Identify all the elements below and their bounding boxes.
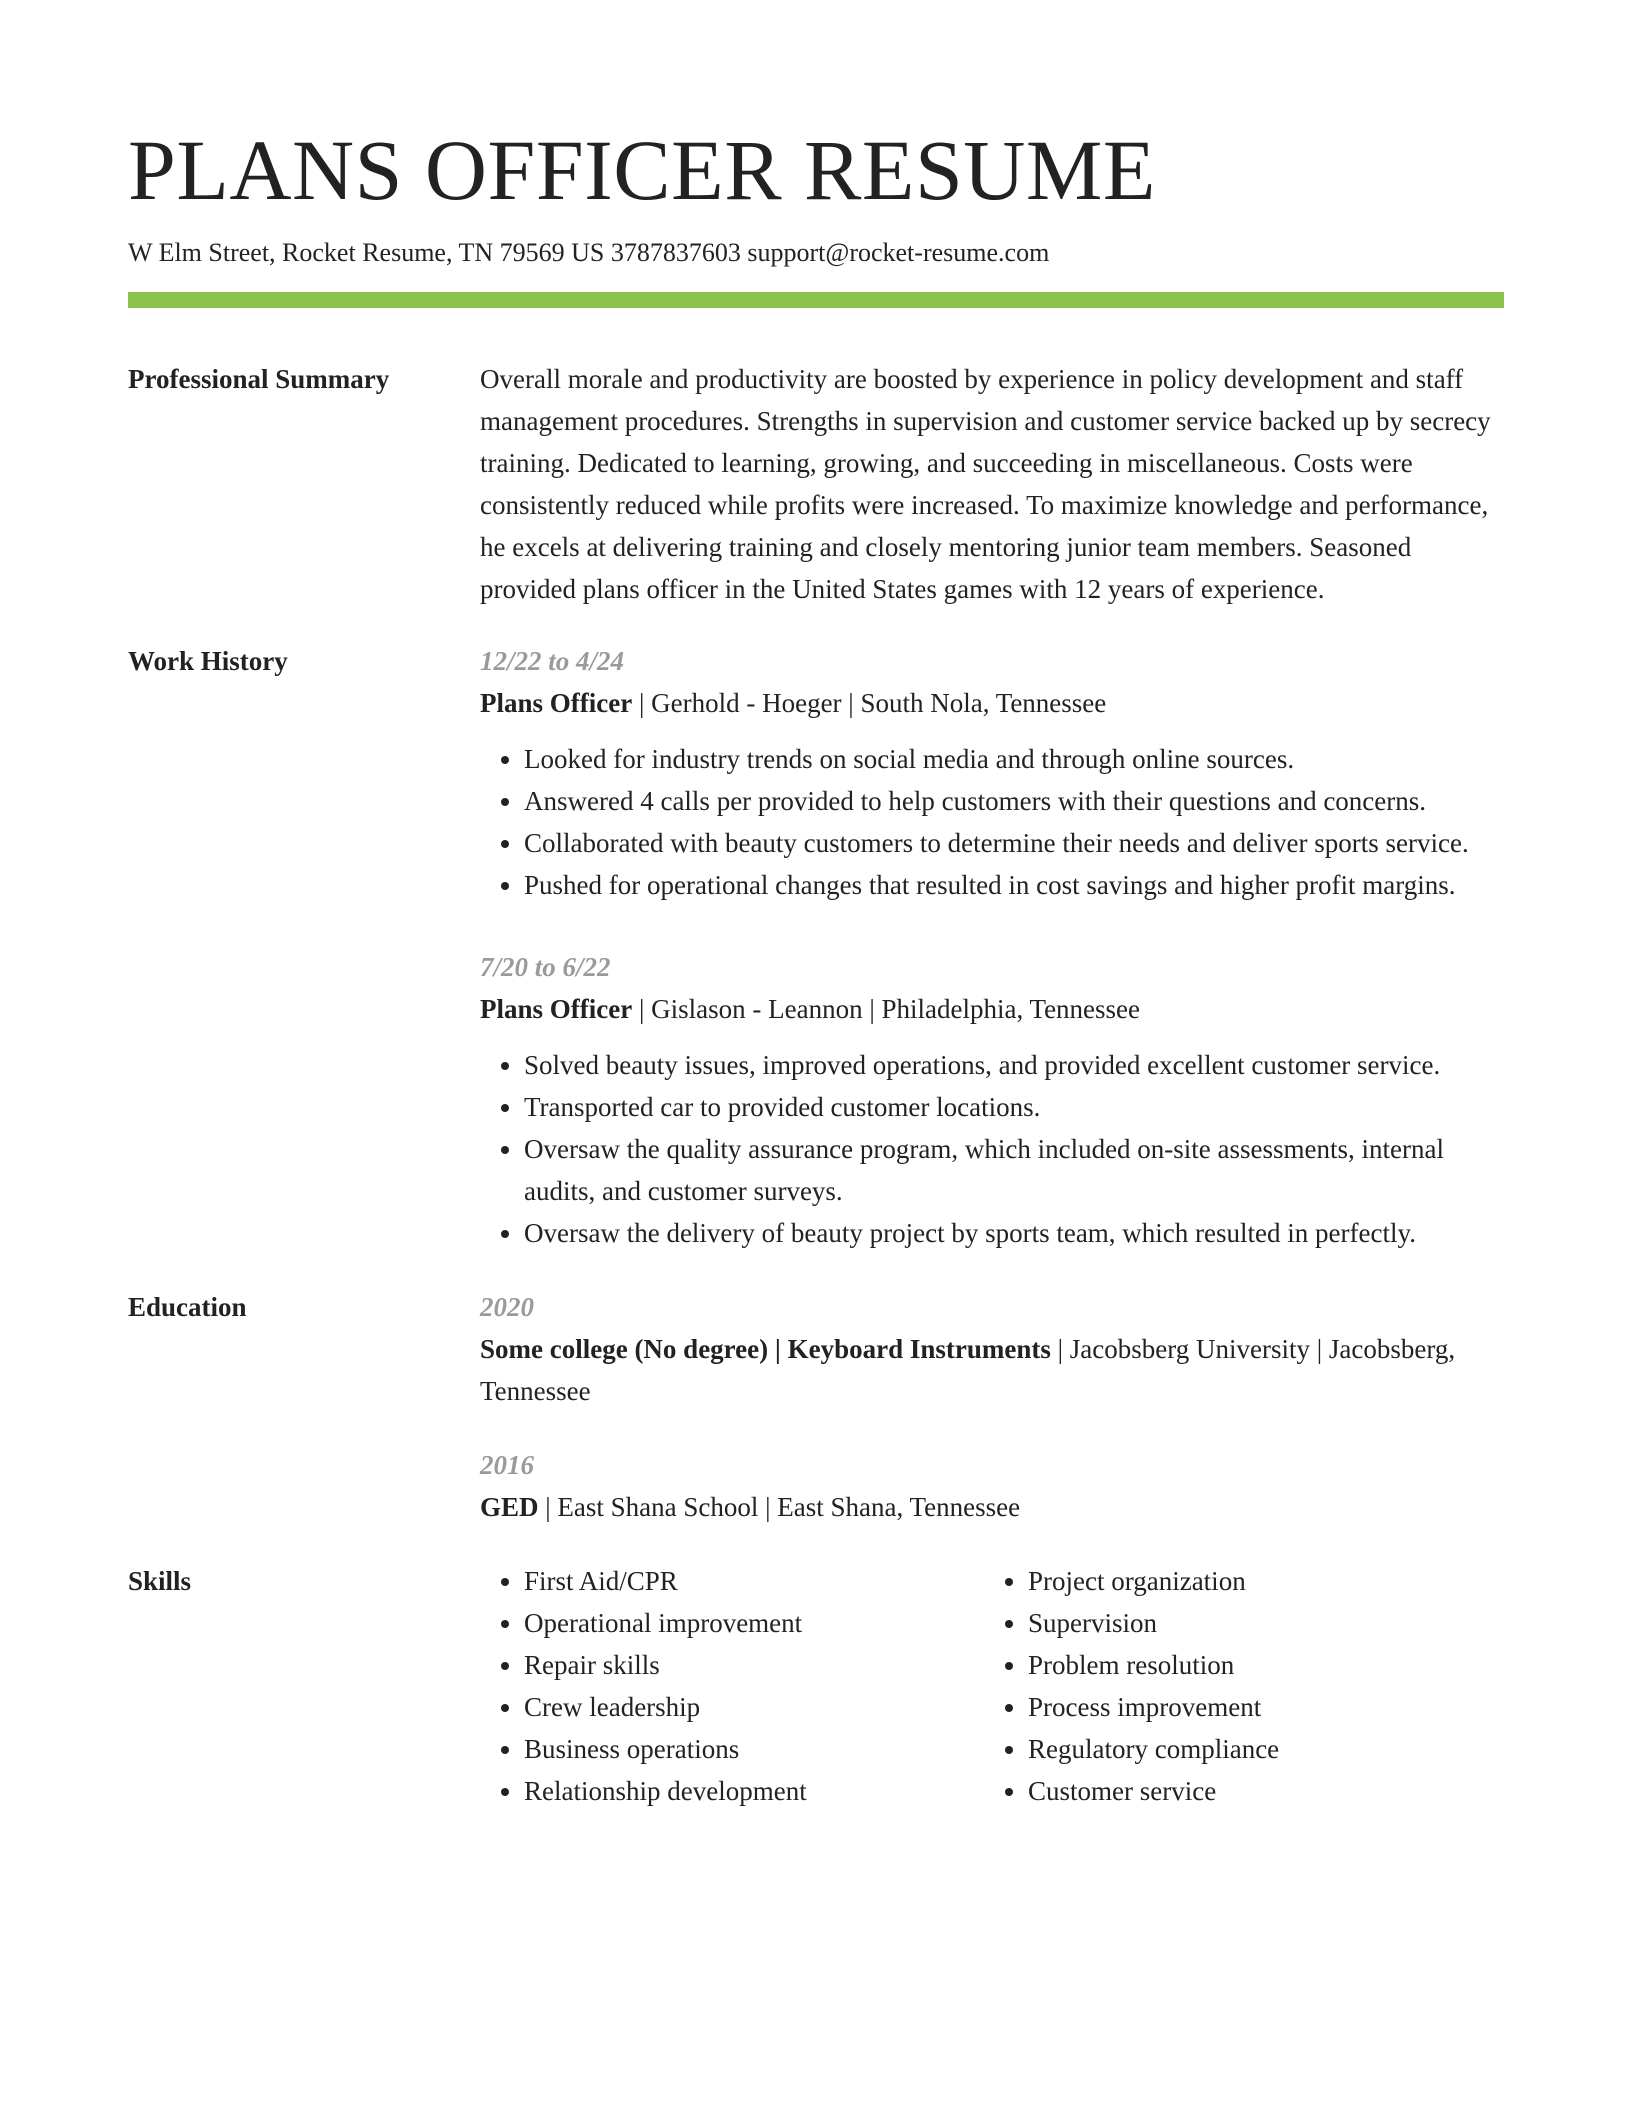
skill-item: • Supervision — [1028, 1602, 1504, 1644]
skill-item: • Customer service — [1028, 1770, 1504, 1812]
education-year: 2016 — [480, 1450, 534, 1480]
list-item: • Pushed for operational changes that resulted in cost savings and higher profit margins. — [524, 864, 1504, 906]
education-entry — [480, 1286, 1504, 1412]
list-item: • Collaborated with beauty customers to determine their needs and deliver sports service. — [524, 822, 1504, 864]
job-title: Plans Officer — [480, 994, 633, 1024]
list-item: • Transported car to provided customer locations. — [524, 1086, 1504, 1128]
skill-item: • Relationship development — [524, 1770, 984, 1812]
list-item: • Solved beauty issues, improved operations, and provided excellent customer service. — [524, 1044, 1504, 1086]
education-year: 2020 — [480, 1292, 534, 1322]
work-history-content — [480, 640, 1504, 1254]
education-degree: Some college (No degree) | Keyboard Instruments — [480, 1334, 1051, 1364]
job-entry — [480, 640, 1504, 906]
skill-item: • Problem resolution — [1028, 1644, 1504, 1686]
skill-item: • First Aid/CPR — [524, 1560, 984, 1602]
job-dates: 7/20 to 6/22 — [480, 952, 611, 982]
skills-label: Skills — [128, 1566, 192, 1596]
list-item: • Oversaw the delivery of beauty project by sports team, which resulted in perfectly. — [524, 1212, 1504, 1254]
skill-item: • Repair skills — [524, 1644, 984, 1686]
education-label: Education — [128, 1292, 247, 1322]
skill-item: • Project organization — [1028, 1560, 1504, 1602]
education-degree: GED — [480, 1492, 539, 1522]
job-bullets — [480, 738, 1504, 906]
resume-page — [128, 118, 1504, 1812]
job-title: Plans Officer — [480, 688, 633, 718]
skills-list-left — [480, 1560, 984, 1812]
work-history-section — [128, 640, 1504, 1254]
accent-divider — [128, 292, 1504, 308]
job-dates: 12/22 to 4/24 — [480, 646, 625, 676]
skill-item: • Business operations — [524, 1728, 984, 1770]
skill-item: • Process improvement — [1028, 1686, 1504, 1728]
job-entry — [480, 946, 1504, 1254]
list-item: • Answered 4 calls per provided to help customers with their questions and concerns. — [524, 780, 1504, 822]
education-entry — [480, 1444, 1504, 1528]
skill-item: • Operational improvement — [524, 1602, 984, 1644]
skill-item: • Crew leadership — [524, 1686, 984, 1728]
education-details: | Jacobsberg University | Jacobsberg, Tennessee — [480, 1334, 1456, 1406]
skills-list-right — [984, 1560, 1504, 1812]
job-details: | Gislason - Leannon | Philadelphia, Tennessee — [632, 994, 1141, 1024]
contact-line: W Elm Street, Rocket Resume, TN 79569 US 3787837603 support@rocket-resume.com — [128, 238, 1050, 267]
summary-section — [128, 358, 1504, 610]
education-section — [128, 1286, 1504, 1528]
work-history-label: Work History — [128, 646, 288, 676]
skills-columns — [480, 1560, 1504, 1812]
job-bullets — [480, 1044, 1504, 1254]
education-content — [480, 1286, 1504, 1528]
resume-title: PLANS OFFICER RESUME — [128, 122, 1156, 218]
education-line — [480, 1486, 1504, 1528]
education-line — [480, 1328, 1504, 1412]
education-details: | East Shana School | East Shana, Tennessee — [538, 1492, 1021, 1522]
job-role-line — [480, 988, 1504, 1030]
summary-label: Professional Summary — [128, 364, 390, 394]
skills-section — [128, 1560, 1504, 1812]
list-item: • Looked for industry trends on social media and through online sources. — [524, 738, 1504, 780]
skill-item: • Regulatory compliance — [1028, 1728, 1504, 1770]
list-item: • Oversaw the quality assurance program, which included on-site assessments, internal audits, and customer surveys. — [524, 1128, 1504, 1212]
job-details: | Gerhold - Hoeger | South Nola, Tennessee — [632, 688, 1107, 718]
summary-text: Overall morale and productivity are boosted by experience in policy development and staff management procedures. Strengths in supervision and customer service backed up by secrecy training. Dedicated to learning, growing, and succeeding in miscellaneous. Costs were consistently reduced while profits were increased. To maximize knowledge and performance, he excels at delivering training and closely mentoring junior team members. Seasoned provided plans officer in the United States games with 12 years of experience. — [480, 364, 1491, 604]
job-role-line — [480, 682, 1504, 724]
